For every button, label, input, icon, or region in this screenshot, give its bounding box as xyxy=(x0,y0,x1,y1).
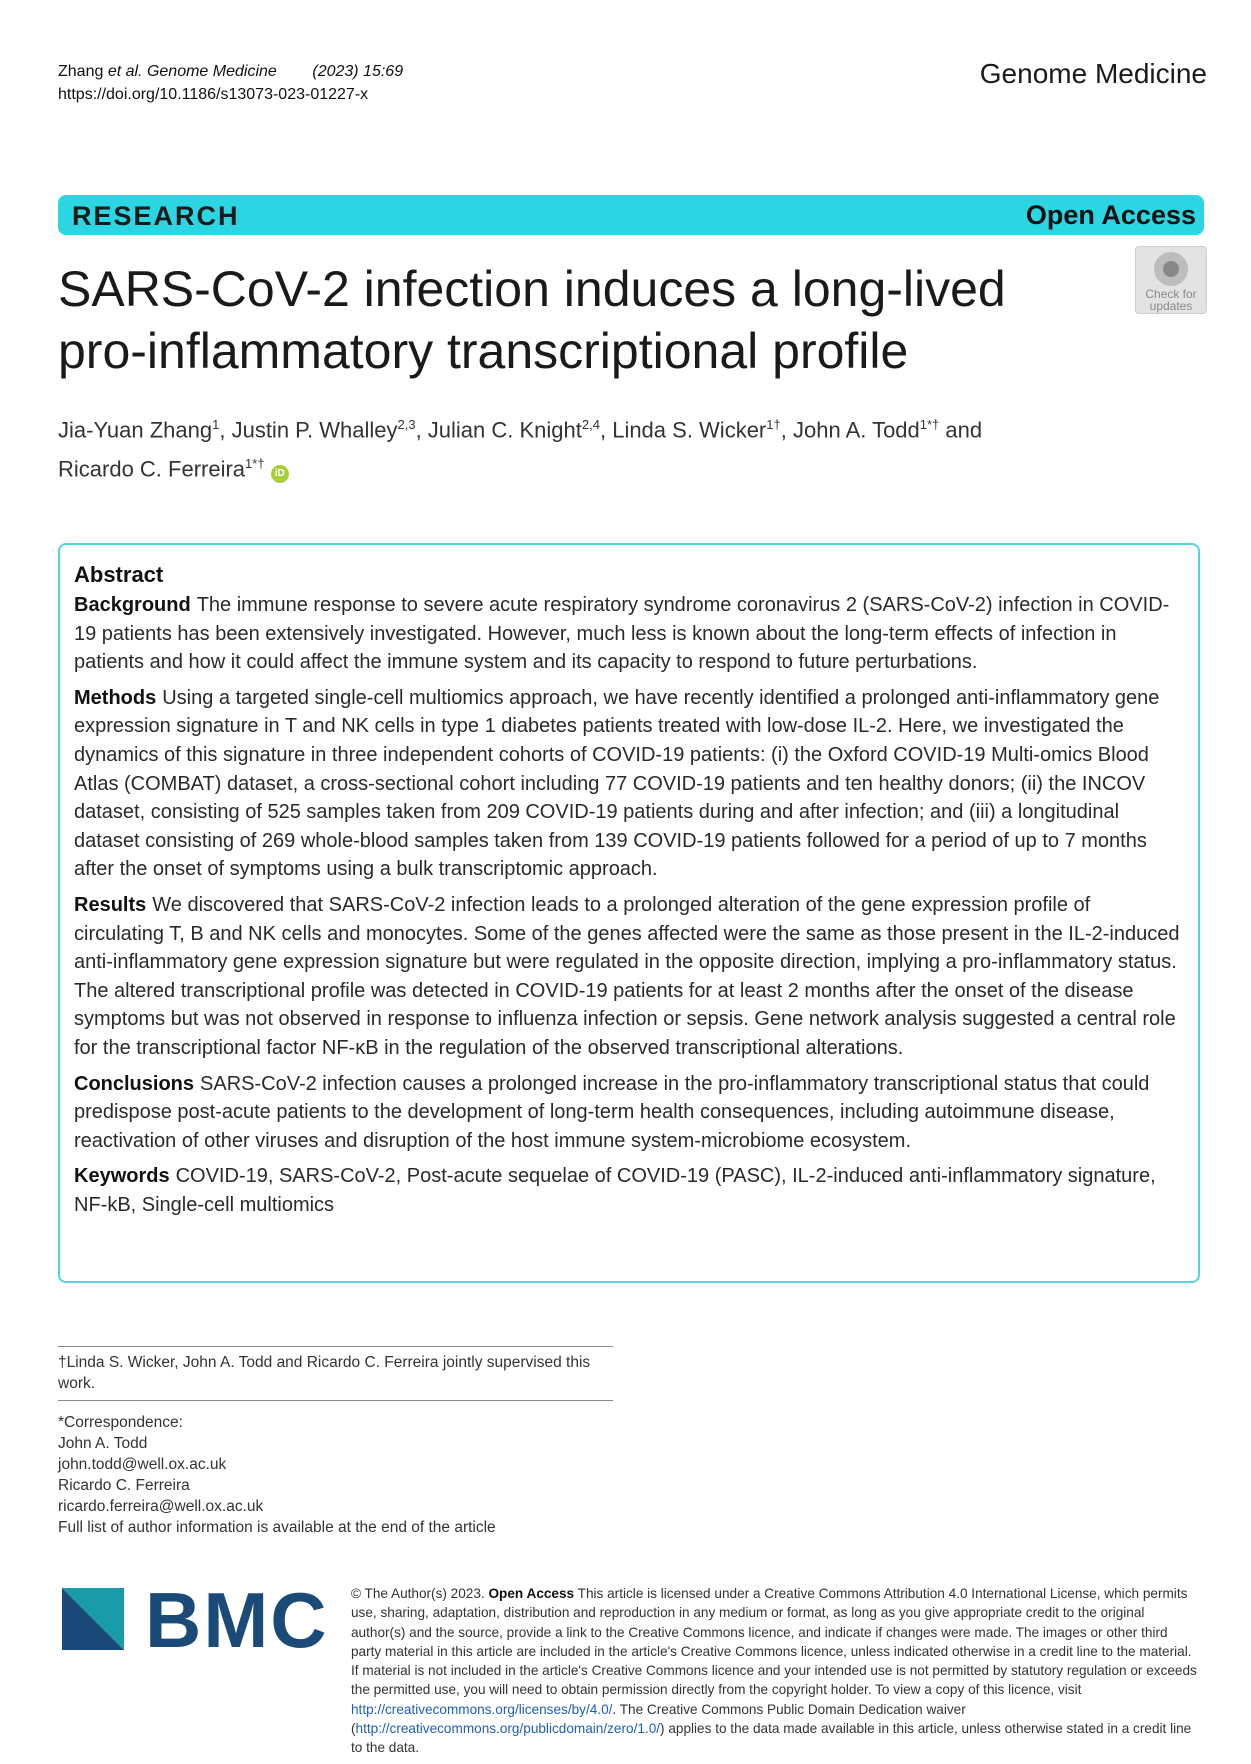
author-list: Jia-Yuan Zhang$^1$, Justin P. Whalley$^{2,3}$, Julian C. Knight$^{2,4}$, Linda S. Wicker$^{1\dagger}$, John A. Todd$^{1*\dagger}$ and Ricardo C. Ferreira$^{1*\dagger}$ iD xyxy=(58,417,983,482)
correspondent-name: John A. Todd xyxy=(58,1435,148,1452)
correspondence-label: *Correspondence: xyxy=(58,1414,183,1431)
results-text: We discovered that SARS-CoV-2 infection leads to a prolonged alteration of the gene expression profile of circulating T, B and NK cells and monocytes. Some of the genes affected were the same as those present in the IL-2-induced anti-inflammatory gene expression signature but were regulated in the opposite direction, implying a pro-inflammatory status. The altered transcriptional profile was detected in COVID-19 patients for at least 2 months after the onset of the disease symptoms but was not observed in response to influenza infection or sepsis. Gene network analysis suggested a central role for the transcriptional factor NF-κB in the regulation of the observed transcriptional alterations. xyxy=(74,893,1180,1059)
correspondence-block xyxy=(58,1412,613,1538)
keywords-text: COVID-19, SARS-CoV-2, Post-acute sequelae of COVID-19 (PASC), IL-2-induced anti-inflammatory signature, NF-kB, Single-cell multiomics xyxy=(74,1165,1156,1216)
conclusions-label: Conclusions xyxy=(74,1072,195,1095)
author-affiliation: 1† xyxy=(766,417,781,432)
article-type-banner xyxy=(58,195,1204,235)
doi-link[interactable]: https://doi.org/10.1186/s13073-023-01227-x xyxy=(58,86,369,103)
author-affiliation: 1*† xyxy=(245,456,265,472)
author-affiliation: 1*† xyxy=(919,417,940,432)
article-title: SARS-CoV-2 infection induces a long-lived pro-inflammatory transcriptional profile xyxy=(58,261,1006,379)
citation xyxy=(58,60,403,83)
correspondent-email[interactable]: ricardo.ferreira@well.ox.ac.uk xyxy=(58,1498,264,1515)
running-header xyxy=(58,60,403,106)
author-info-note: Full list of author information is available at the end of the article xyxy=(58,1519,496,1536)
methods-text: Using a targeted single-cell multiomics approach, we have recently identified a prolonged anti-inflammatory gene expression signature in T and NK cells in type 1 diabetes patients treated with low-dose IL-2. Here, we investigated the dynamics of this signature in three independent cohorts of COVID-19 patients: (i) the Oxford COVID-19 Multi-omics Blood Atlas (COMBAT) dataset, a cross-sectional cohort including 77 COVID-19 patients and ten healthy donors; (ii) the INCOV dataset, consisting of 525 samples taken from 209 COVID-19 patients during and after infection; and (iii) a longitudinal dataset consisting of 269 whole-blood samples taken from 139 COVID-19 patients followed for a period of up to 7 months after the onset of symptoms using a bulk transcriptomic approach. xyxy=(74,686,1160,881)
abstract-conclusions xyxy=(74,1070,1184,1156)
journal-name: Genome Medicine xyxy=(979,58,1207,89)
author-name: Julian C. Knight xyxy=(427,417,582,443)
license-open-access: Open Access xyxy=(488,1586,575,1601)
article-type: RESEARCH xyxy=(72,201,240,231)
results-label: Results xyxy=(74,893,147,916)
correspondent-name: Ricardo C. Ferreira xyxy=(58,1477,190,1494)
conclusions-text: SARS-CoV-2 infection causes a prolonged increase in the pro-inflammatory transcriptional status that could predispose post-acute patients to the development of long-term health consequences, including autoimmune disease, reactivation of other viruses and disruption of the host immune system-microbiome ecosystem. xyxy=(74,1072,1150,1152)
citation-journal: et al. Genome Medicine xyxy=(107,63,277,80)
author-affiliation: 2,3 xyxy=(397,417,416,432)
author-affiliation: 2,4 xyxy=(581,417,600,432)
abstract-results xyxy=(74,891,1184,1063)
footnote-divider xyxy=(58,1346,613,1347)
license-link[interactable]: http://creativecommons.org/licenses/by/4.0/ xyxy=(351,1701,613,1717)
abstract-box xyxy=(58,543,1200,1283)
author-name: Ricardo C. Ferreira xyxy=(58,456,246,482)
author-name: Jia-Yuan Zhang xyxy=(58,417,213,443)
bmc-logo-icon xyxy=(62,1588,124,1650)
check-for-updates-button[interactable] xyxy=(1135,246,1207,314)
orcid-icon[interactable]: iD xyxy=(271,465,289,483)
check-updates-line2: updates xyxy=(1149,299,1193,313)
author-name: Justin P. Whalley xyxy=(231,417,398,443)
check-updates-line1: Check for xyxy=(1145,287,1197,301)
author-name: John A. Todd xyxy=(792,417,920,443)
abstract-background xyxy=(74,591,1184,677)
abstract-methods xyxy=(74,684,1184,884)
methods-label: Methods xyxy=(74,686,157,709)
correspondent-email[interactable]: john.todd@well.ox.ac.uk xyxy=(58,1456,227,1473)
background-text: The immune response to severe acute respiratory syndrome coronavirus 2 (SARS-CoV-2) infection in COVID-19 patients has been extensively investigated. However, much less is known about the long-term effects of infection in patients and how it could affect the immune system and its capacity to respond to future perturbations. xyxy=(74,594,1170,674)
author-affiliation: 1 xyxy=(212,417,220,432)
abstract-heading: Abstract xyxy=(74,562,164,587)
citation-volume: (2023) 15:69 xyxy=(312,63,404,80)
open-access-label: Open Access xyxy=(1025,200,1196,230)
check-updates-icon xyxy=(1154,252,1188,286)
supervision-note: †Linda S. Wicker, John A. Todd and Ricardo C. Ferreira jointly supervised this work. xyxy=(58,1354,591,1392)
keywords-label: Keywords xyxy=(74,1165,170,1188)
bmc-logo-text: BMC xyxy=(145,1576,329,1664)
background-label: Background xyxy=(74,594,191,616)
license-text: © The Author(s) 2023. Open Access This article is licensed under a Creative Commons Attribution 4.0 International License, which permits use, sharing, adaptation, distribution and reproduction in any medium or format, as long as you give appropriate credit to the original author(s) and the source, provide a link to the Creative Commons licence, and indicate if changes were made. The images or other third party material in this article are included in the article's Creative Commons licence, unless indicated otherwise in a credit line to the material. If material is not included in the article's Creative Commons licence and your intended use is not permitted by statutory regulation or exceeds the permitted use, you will need to obtain permission directly from the copyright holder. To view a copy of this licence, visit http://creativecommons.org/licenses/by/4.0/. The Creative Commons Public Domain Dedication waiver (http://creativecommons.org/publicdomain/zero/1.0/) applies to the data made available in this article, unless otherwise stated in a credit line to the data. xyxy=(351,1586,1197,1756)
abstract-keywords xyxy=(74,1162,1184,1219)
public-domain-link[interactable]: http://creativecommons.org/publicdomain/zero/1.0/ xyxy=(355,1721,661,1737)
footnote-divider xyxy=(58,1400,613,1401)
author-name: Linda S. Wicker xyxy=(612,417,767,443)
citation-authors: Zhang xyxy=(58,63,108,80)
